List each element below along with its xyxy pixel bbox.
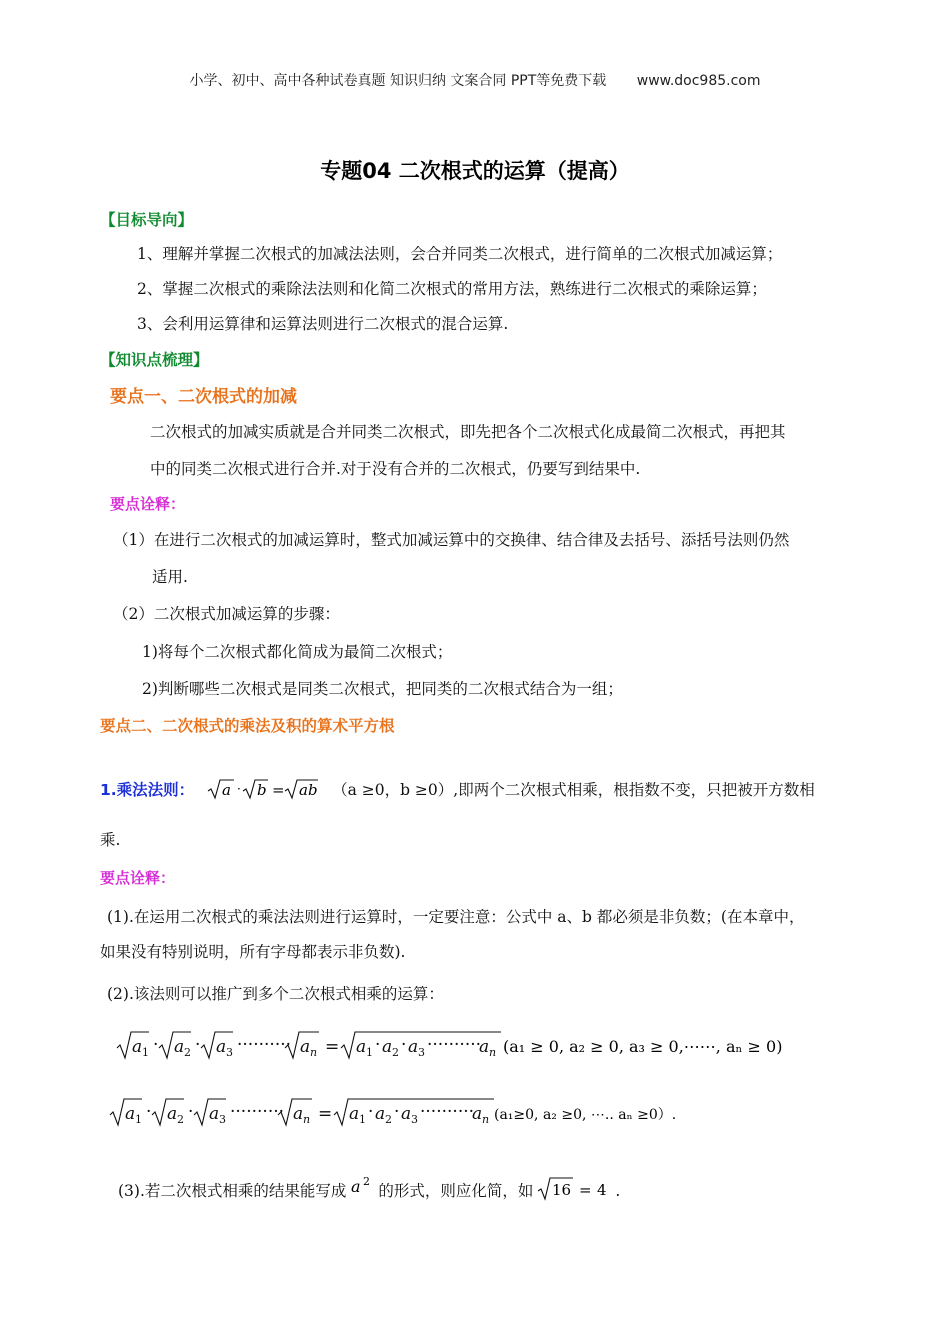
rule-text-2: 乘. [100, 831, 121, 849]
svg-text:·: · [153, 1035, 159, 1055]
rule-text: ,即两个二次根式相乘，根指数不变，只把被开方数相 [453, 781, 815, 799]
rule-condition: （a ≥0，b ≥0） [332, 781, 454, 799]
svg-text:1: 1 [366, 1046, 373, 1059]
svg-text:a: a [375, 1104, 386, 1124]
general-formula-2-svg [108, 1095, 728, 1129]
header-site[interactable]: www.doc985.com [636, 73, 761, 89]
general-formula-1 [115, 1028, 805, 1066]
point2-note-1a: (1).在运用二次根式的乘法法则进行运算时，一定要注意：公式中 a、b 都必须是非负数；(在本章中， [107, 908, 805, 926]
svg-text:a: a [351, 1177, 361, 1196]
svg-text:16: 16 [552, 1181, 572, 1199]
note3-mid: 的形式，则应化简，如 [378, 1182, 534, 1200]
svg-text:a: a [472, 1104, 483, 1124]
radicand-a: a [222, 781, 232, 799]
svg-text:··········: ·········· [427, 1035, 482, 1055]
a-squared [350, 1176, 374, 1208]
svg-text:··········: ·········· [230, 1102, 285, 1122]
svg-text:=: = [325, 1037, 340, 1057]
goal-item-2: 2、掌握二次根式的乘除法法则和化简二次根式的常用方法，熟练进行二次根式的乘除运算； [137, 280, 767, 298]
point1-body-1: 二次根式的加减实质就是合并同类二次根式，即先把各个二次根式化成最简二次根式，再把其 [150, 423, 786, 441]
svg-text:n: n [482, 1113, 490, 1126]
header-text: 小学、初中、高中各种试卷真题 知识归纳 文案合同 PPT等免费下载 [189, 73, 607, 89]
knowledge-heading: 【知识点梳理】 [100, 351, 209, 369]
point1-note-2: （2）二次根式加减运算的步骤： [113, 605, 340, 623]
general-formula-2 [108, 1095, 728, 1133]
svg-text:4: 4 [597, 1181, 607, 1199]
rule-label: 1.乘法法则： [100, 781, 195, 799]
svg-text:2: 2 [392, 1046, 399, 1059]
svg-text:2: 2 [177, 1113, 184, 1126]
page-header [0, 70, 950, 90]
point2-note-1b: 如果没有特别说明，所有字母都表示非负数). [100, 943, 406, 961]
svg-text:a: a [132, 1037, 143, 1057]
a-squared-svg [350, 1176, 374, 1204]
point1-note-heading: 要点诠释： [110, 495, 186, 513]
page-title: 专题04 二次根式的运算（提高） [320, 159, 630, 183]
svg-text:·: · [394, 1102, 400, 1122]
rule-formula-svg [207, 777, 319, 801]
svg-text:·: · [401, 1035, 407, 1055]
svg-text:·: · [237, 782, 241, 796]
goal-item-3: 3、会利用运算律和运算法则进行二次根式的混合运算. [137, 315, 509, 333]
svg-text:3: 3 [411, 1113, 418, 1126]
svg-text:a: a [125, 1104, 136, 1124]
point2-note-2: (2).该法则可以推广到多个二次根式相乘的运算： [107, 985, 444, 1003]
svg-text:a: a [216, 1037, 227, 1057]
radicand-ab: ab [299, 781, 318, 799]
note3-post: . [615, 1182, 621, 1200]
point2-note-3 [118, 1175, 620, 1209]
svg-text:a: a [408, 1037, 419, 1057]
svg-text:2: 2 [385, 1113, 392, 1126]
svg-text:n: n [303, 1113, 311, 1126]
svg-text:·: · [146, 1102, 152, 1122]
svg-text:·: · [188, 1102, 194, 1122]
point2-heading: 要点二、二次根式的乘法及积的算术平方根 [100, 717, 395, 735]
svg-text:=: = [272, 781, 285, 799]
svg-text:a: a [349, 1104, 360, 1124]
rule-formula [207, 777, 319, 805]
point1-body-2: 中的同类二次根式进行合并.对于没有合并的二次根式，仍要写到结果中. [150, 460, 641, 478]
svg-text:2: 2 [363, 1176, 371, 1188]
svg-text:=: = [318, 1104, 333, 1124]
svg-text:a: a [479, 1037, 490, 1057]
svg-text:3: 3 [418, 1046, 425, 1059]
example-formula-svg [537, 1175, 615, 1205]
svg-text:=: = [579, 1181, 592, 1199]
svg-text:··········: ·········· [237, 1035, 292, 1055]
svg-text:1: 1 [135, 1113, 142, 1126]
point2-note-heading: 要点诠释： [100, 869, 176, 887]
svg-text:a: a [174, 1037, 185, 1057]
radicand-b: b [257, 781, 267, 799]
svg-text:n: n [310, 1046, 318, 1059]
point1-note-1b: 适用. [152, 568, 188, 586]
multiplication-rule [100, 777, 815, 805]
svg-text:··········: ·········· [420, 1102, 475, 1122]
svg-text:·: · [375, 1035, 381, 1055]
point1-note-1: （1）在进行二次根式的加减运算时，整式加减运算中的交换律、结合律及去括号、添括号法则仍然 [113, 531, 790, 549]
svg-text:a: a [401, 1104, 412, 1124]
svg-text:a: a [356, 1037, 367, 1057]
point1-step-2: 2)判断哪些二次根式是同类二次根式，把同类的二次根式结合为一组； [142, 680, 623, 698]
svg-text:1: 1 [142, 1046, 149, 1059]
svg-text:a: a [293, 1104, 304, 1124]
formula1-condition: (a₁ ≥ 0, a₂ ≥ 0, a₃ ≥ 0,⋯⋯, aₙ ≥ 0) [503, 1037, 783, 1056]
svg-text:2: 2 [184, 1046, 191, 1059]
svg-text:n: n [489, 1046, 497, 1059]
svg-text:3: 3 [219, 1113, 226, 1126]
note3-pre: (3).若二次根式相乘的结果能写成 [118, 1182, 347, 1200]
point1-heading: 要点一、二次根式的加减 [110, 387, 297, 407]
svg-text:1: 1 [359, 1113, 366, 1126]
svg-text:a: a [167, 1104, 178, 1124]
svg-text:a: a [209, 1104, 220, 1124]
svg-text:a: a [300, 1037, 311, 1057]
formula2-condition: (a₁≥0, a₂ ≥0, ⋯.. aₙ ≥0）. [494, 1107, 677, 1123]
example-formula [537, 1175, 615, 1209]
svg-text:·: · [195, 1035, 201, 1055]
point1-step-1: 1)将每个二次根式都化简成为最简二次根式； [142, 643, 453, 661]
general-formula-1-svg [115, 1028, 805, 1062]
svg-text:·: · [368, 1102, 374, 1122]
goal-item-1: 1、理解并掌握二次根式的加减法法则，会合并同类二次根式，进行简单的二次根式加减运算； [137, 245, 783, 263]
goals-heading: 【目标导向】 [100, 211, 194, 229]
svg-text:3: 3 [226, 1046, 233, 1059]
svg-text:a: a [382, 1037, 393, 1057]
